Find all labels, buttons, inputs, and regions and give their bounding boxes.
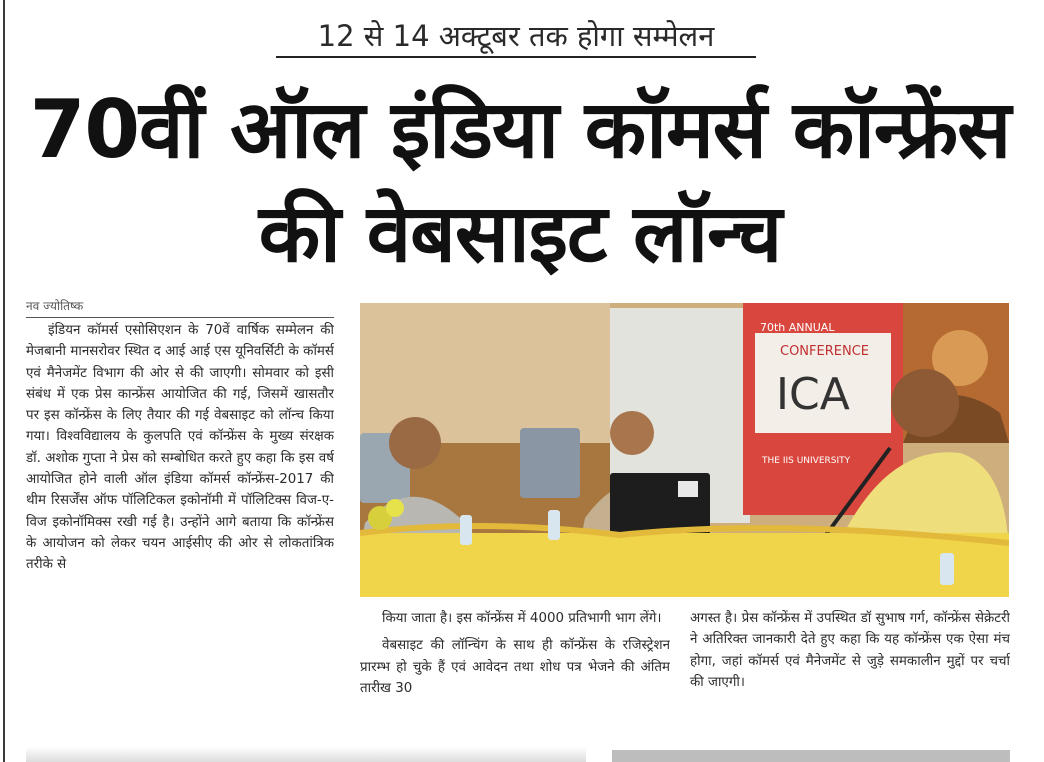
headline-line-1: 70वीं ऑल इंडिया कॉमर्स कॉन्फ्रेंस	[29, 83, 1011, 176]
photo-bottle	[940, 553, 954, 585]
photo-chair	[520, 428, 580, 498]
article-column-2	[360, 608, 670, 738]
article-paragraph: इंडियन कॉमर्स एसोसिएशन के 70वें वार्षिक सम्मेलन की मेजबानी मानसरोवर स्थित द आई आई एस यूनिवर्सिटी के कॉमर्स एवं मैनेजमेंट विभाग की ओर से की जाएगी। सोमवार को इसी संबंध में एक प्रेस कान्फ्रेंस आयोजित की गई, जिसमें खासतौर पर इस कॉन्फ्रेंस के लिए तैयार की गई वेबसाइट को लॉन्च किया गया। विश्वविद्यालय के कुलपति एवं कॉन्फ्रेंस के मुख्य संरक्षक डॉ. अशोक गुप्ता ने प्रेस को सम्बोधित करते हुए कहा कि इस वर्ष आयोजित होने वाली ऑल इंडिया कॉमर्स कॉन्फ्रेंस-2017 की थीम रिसर्जेंस ऑफ पॉलिटिकल इकोनॉमी में पॉलिटिक्स विज-ए-विज इकोनॉमिक्स रखी गई है। उन्होंने आगे बताया कि कॉन्फ्रेंस के आयोजन को लेकर चयन आईसीए की ओर से लोकतांत्रिक तरीके से	[26, 323, 334, 573]
photo-flowers	[386, 499, 404, 517]
photo-bottle	[548, 510, 560, 540]
article-paragraph: किया जाता है। इस कॉन्फ्रेंस में 4000 प्रतिभागी भाग लेंगे।	[382, 611, 662, 626]
photo-banner-line2: CONFERENCE	[780, 344, 869, 359]
article-paragraph: वेबसाइट की लॉन्चिंग के साथ ही कॉन्फ्रेंस के रजिस्ट्रेशन प्रारम्भ हो चुके हैं एवं आवेदन तथा शोध पत्र भेजने की अंतिम तारीख 30	[360, 638, 670, 696]
photo-person-left-head	[389, 417, 441, 469]
page-left-rule	[3, 0, 5, 762]
photo-banner-line1: 70th ANNUAL	[760, 321, 835, 334]
next-article-fragment	[612, 750, 1010, 762]
photo-laptop-sticker	[678, 481, 698, 497]
next-headline-fragment	[26, 747, 586, 762]
article-column-3	[690, 608, 1010, 738]
article-paragraph: अगस्त है। प्रेस कॉन्फ्रेंस में उपस्थित डॉ सुभाष गर्ग, कॉन्फ्रेंस सेक्रेटरी ने अतिरिक्त जानकारी देते हुए कहा कि यह कॉन्फ्रेंस एक ऐसा मंच होगा, जहां कॉमर्स एवं मैनेजमेंट से जुड़े समकालीन मुद्दों पर चर्चा की जाएगी।	[690, 611, 1010, 690]
headline-line-2: की वेबसाइट लॉन्च	[258, 187, 782, 280]
photo-table-cloth	[360, 533, 1009, 597]
photo-banner-org: THE IIS UNIVERSITY	[762, 456, 851, 466]
photo-person-middle-head	[610, 411, 654, 455]
headline	[10, 78, 1030, 286]
press-conference-photo	[360, 303, 1009, 597]
photo-bottle	[460, 515, 472, 545]
photo-banner-logo: ICA	[776, 369, 850, 420]
dateline: नव ज्योतिष्‍क	[26, 298, 334, 318]
photo-person-right-head	[891, 369, 959, 437]
article-column-1	[26, 320, 334, 740]
kicker-subheadline: 12 से 14 अक्टूबर तक होगा सम्मेलन	[276, 16, 756, 58]
